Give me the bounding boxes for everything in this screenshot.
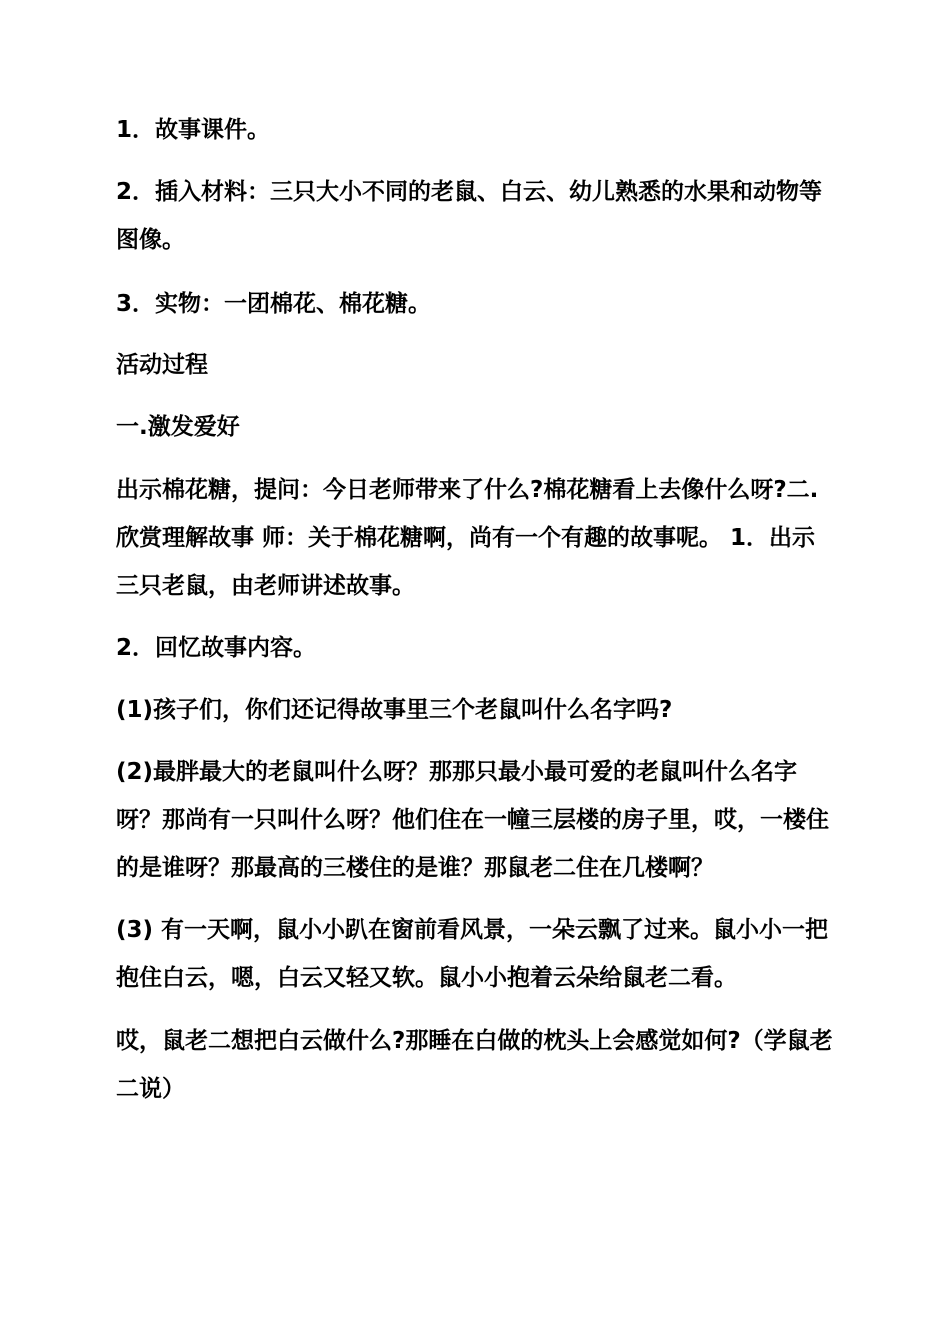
question-3: (3) 有一天啊，鼠小小趴在窗前看风景，一朵云飘了过来。鼠小小一把抱住白云，嗯，白云又轻又软。鼠小小抱着云朵给鼠老二看。 <box>116 917 829 991</box>
step-heading-1: 一.激发爱好 <box>116 414 240 440</box>
materials-item-3: 3．实物：一团棉花、棉花糖。 <box>116 291 432 317</box>
materials-item-2: 2．插入材料：三只大小不同的老鼠、白云、幼儿熟悉的水果和动物等图像。 <box>116 179 823 253</box>
question-2: (2)最胖最大的老鼠叫什么呀？那那只最小最可爱的老鼠叫什么名字呀？那尚有一只叫什么呀？他们住在一幢三层楼的房子里，哎，一楼住的是谁呀？那最高的三楼住的是谁？那鼠老二住在几楼啊？ <box>116 759 829 881</box>
materials-item-1: 1．故事课件。 <box>116 117 271 143</box>
step-paragraph-show-cotton-candy: 出示棉花糖，提问：今日老师带来了什么?棉花糖看上去像什么呀?二.欣赏理解故事 师：关于棉花糖啊，尚有一个有趣的故事呢。 1．出示三只老鼠，由老师讲述故事。 <box>116 477 819 599</box>
section-heading-activity-process: 活动过程 <box>116 352 208 378</box>
question-1: (1)孩子们，你们还记得故事里三个老鼠叫什么名字吗? <box>116 697 673 723</box>
question-4: 哎，鼠老二想把白云做什么?那睡在白做的枕头上会感觉如何?（学鼠老二说） <box>116 1028 833 1102</box>
step-paragraph-recall-story: 2．回忆故事内容。 <box>116 635 317 661</box>
